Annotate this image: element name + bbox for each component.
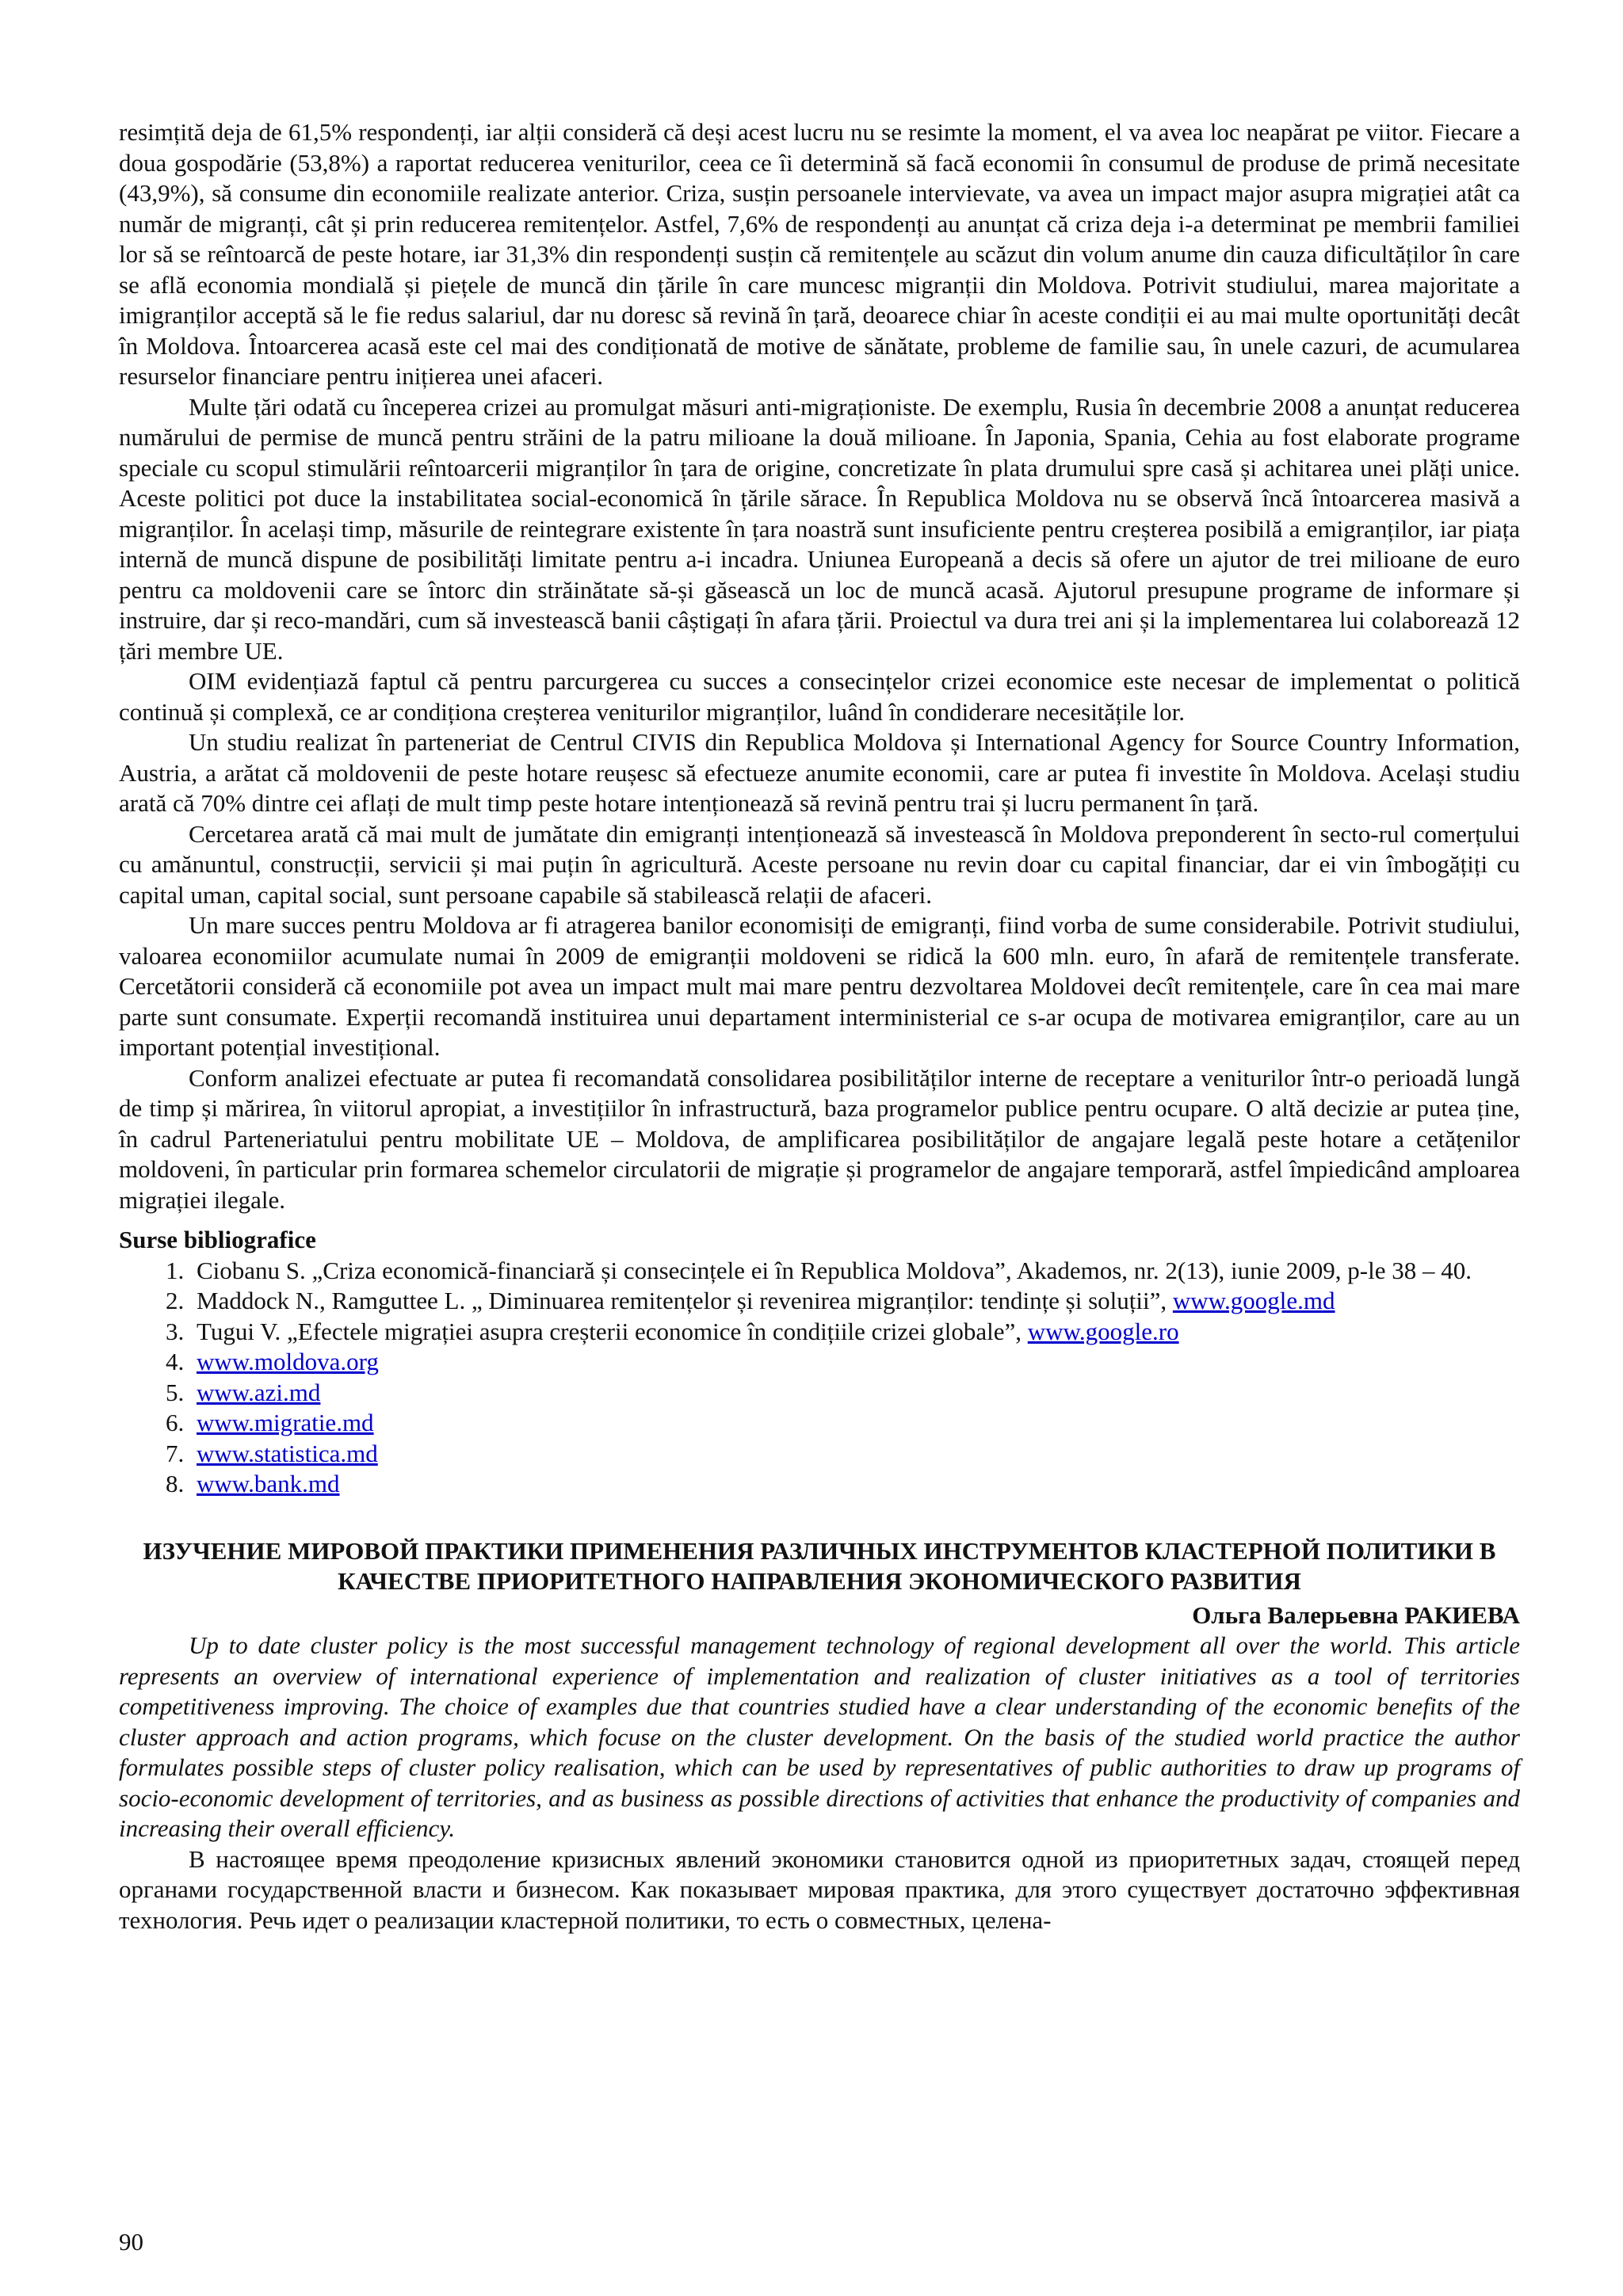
reference-link[interactable]: www.google.md [1172,1287,1335,1314]
paragraph-7: Conform analizei efectuate ar putea fi recomandată consolidarea posibilităților interne de receptare a veniturilor într-o perioadă lungă de timp și mărirea, în viitorul apropiat, a investițiilor în infrastructură, baza programelor publice pentru ocupare. O altă decizie ar putea ține, în cadrul Parteneriatului pentru mobilitate UE – Moldova, de amplificarea posibilităților de angajare legală peste hotare a cetățenilor moldoveni, în particular prin formarea schemelor circulatorii de migrație și programelor de angajare temporară, astfel împiedicând amploarea migrației ilegale. [119,1063,1520,1214]
reference-item [190,1469,1520,1500]
reference-item [190,1408,1520,1439]
references-title: Surse bibliografice [119,1226,316,1253]
reference-link[interactable]: www.statistica.md [197,1439,378,1467]
reference-link[interactable]: www.bank.md [197,1470,340,1497]
reference-item [190,1439,1520,1470]
paragraph-2: Multe țări odată cu începerea crizei au promulgat măsuri anti-migraționiste. De exemplu, Rusia în decembrie 2008 a anunțat reducerea numărului de permise de muncă pentru străini de la patru milioane la două milioane. În Japonia, Spania, Cehia au fost elaborate programe speciale cu scopul stimulării reîntoarcerii migranților în țara de origine, concretizate în plata drumului spre casă și achitarea unei plăți unice. Aceste politici pot duce la instabilitatea social-economică în țările sărace. În Republica Moldova nu se observă încă întoarcerea masivă a migranților. În același timp, măsurile de reintegrare existente în țara noastră sunt insuficiente pentru creșterea posibilă a emigranților, iar piața internă de muncă dispune de posibilități limitate pentru a-i incadra. Uniunea Europeană a decis să ofere un ajutor de trei milioane de euro pentru ca moldovenii care se întorc din străinătate să-și găsească un loc de muncă acasă. Ajutorul presupune programe de informare și instruire, dar și reco-mandări, cum să investească banii câștigați în afara țării. Proiectul va dura trei ani și la implementarea lui colaborează 12 țări membre UE. [119,392,1520,665]
paragraph-5: Cercetarea arată că mai mult de jumătate din emigranți intenționează să investească în Moldova preponderent în secto-rul comerțului cu amănuntul, construcții, servicii și mai puțin în agricultură. Aceste persoane nu revin doar cu capital financiar, dar ei vin îmbogățiți cu capital uman, capital social, sunt persoane capabile să stabilească relații de afaceri. [119,819,1520,909]
reference-link[interactable]: www.moldova.org [197,1348,379,1375]
article-body: В настоящее время преодоление кризисных явлений экономики становится одной из приоритетных задач, стоящей перед органами государственной власти и бизнесом. Как показывает мировая практика, для этого существует достаточно эффективная технология. Речь идет о реализации кластерной политики, то есть о совместных, целена- [119,1844,1520,1934]
page-content [119,117,1520,1936]
reference-item [190,1317,1520,1348]
reference-text: Maddock N., Ramguttee L. „ Diminuarea remitențelor și revenirea migranților: tendințe și soluții”, [197,1287,1173,1314]
paragraph-6: Un mare succes pentru Moldova ar fi atragerea banilor economisiți de emigranți, fiind vorba de sume considerabile. Potrivit studiului, valoarea economiilor acumulate numai în 2009 de emigranții moldoveni se ridică la 600 mln. euro, în afară de remitențele transferate. Cercetătorii consideră că economiile pot avea un impact mult mai mare pentru dezvoltarea Moldovei decît remitențele, care în cea mai mare parte sunt consumate. Experții recomandă instituirea unui departament interministerial ce s-ar ocupa de motivarea emigranților, care au un important potențial investițional. [119,911,1520,1061]
reference-text: Tugui V. „Efectele migrației asupra creșterii economice în condițiile crizei globale”, [197,1317,1028,1345]
paragraph-1: resimțită deja de 61,5% respondenți, iar alții consideră că deși acest lucru nu se resimte la moment, el va avea loc neapărat pe viitor. Fiecare a doua gospodărie (53,8%) a raportat reducerea veniturilor, ceea ce îi determină să facă economii în consumul de produse de primă necesitate (43,9%), să consume din economiile realizate anterior. Criza, susțin persoanele intervievate, va avea un impact major asupra migrației atât ca număr de migranți, cât și prin reducerea remitențelor. Astfel, 7,6% de respondenți au anunțat că criza deja i-a determinat pe membrii familiei lor să se reîntoarcă de peste hotare, iar 31,3% din respondenți susțin că remitențele au scăzut din volum anume din cauza dificultăților în care se află economia mondială și piețele de muncă din țările în care muncesc migranții din Moldova. Potrivit studiului, marea majoritate a imigranților acceptă să le fie redus salariul, dar nu doresc să revină în țară, deoarece chiar în aceste condiții ei au mai multe oportunități decât în Moldova. Întoarcerea acasă este cel mai des condiționată de motive de sănătate, probleme de familie sau, în unele cazuri, de acumularea resurselor financiare pentru inițierea unei afaceri. [119,118,1520,390]
reference-item [190,1347,1520,1378]
reference-link[interactable]: www.google.ro [1027,1317,1179,1345]
article-abstract: Up to date cluster policy is the most successful management technology of regional development all over the world. This article represents an overview of international experience of implementation and realization of cluster initiatives as a tool of territories competitiveness improving. The choice of examples due that countries studied have a clear understanding of the economic benefits of the cluster approach and action programs, which focuse on the cluster development. On the basis of the studied world practice the author formulates possible steps of cluster policy realisation, which can be used by representatives of public authorities to draw up programs of socio-economic development of territories, and as business as possible directions of activities that enhance the productivity of companies and increasing their overall efficiency. [119,1631,1520,1842]
article-author: Ольга Валерьевна РАКИЕВА [1192,1600,1520,1629]
paragraph-4: Un studiu realizat în parteneriat de Centrul CIVIS din Republica Moldova și International Agency for Source Country Information, Austria, a arătat că moldovenii de peste hotare reușesc să efectueze anumite economii, care ar putea fi investite în Moldova. Același studiu arată că 70% dintre cei aflați de mult timp peste hotare intenționează să revină pentru trai și lucru permanent în țară. [119,728,1520,817]
reference-item [190,1286,1520,1317]
reference-item [190,1378,1520,1409]
reference-link[interactable]: www.azi.md [197,1378,321,1406]
paragraph-3: OIM evidențiază faptul că pentru parcurgerea cu succes a consecințelor crizei economice este necesar de implementat o politică continuă și complexă, ce ar condiționa creșterea veniturilor migranților, luând în condiderare necesitățile lor. [119,667,1520,726]
page-number: 90 [119,2228,143,2256]
references-list [119,1256,1520,1500]
reference-item [190,1256,1520,1287]
reference-link[interactable]: www.migratie.md [197,1409,374,1436]
article-title: ИЗУЧЕНИЕ МИРОВОЙ ПРАКТИКИ ПРИМЕНЕНИЯ РАЗЛИЧНЫХ ИНСТРУМЕНТОВ КЛАСТЕРНОЙ ПОЛИТИКИ В КАЧЕСТВЕ ПРИОРИТЕТНОГО НАПРАВЛЕНИЯ ЭКОНОМИЧЕСКОГО РАЗВИТИЯ [143,1536,1496,1595]
reference-text: Ciobanu S. „Criza economică-financiară și consecințele ei în Republica Moldova”, Akademos, nr. 2(13), iunie 2009, p-le 38 – 40. [197,1256,1472,1284]
